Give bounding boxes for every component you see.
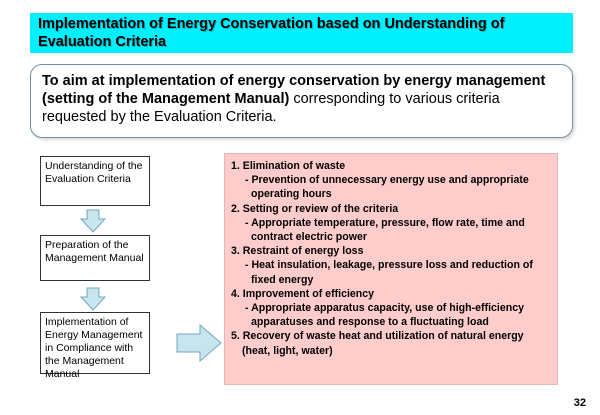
flow-step-preparation xyxy=(40,235,150,281)
flow-step-implementation xyxy=(40,312,150,380)
criteria-item xyxy=(231,329,551,357)
criteria-detail: - Prevention of unnecessary energy use and appropriate operating hours xyxy=(245,174,529,201)
slide-title: Implementation of Energy Conservation based on Understanding of Evaluation Criteria xyxy=(30,13,573,53)
criteria-detail: - Heat insulation, leakage, pressure loss and reduction of fixed energy xyxy=(245,259,533,286)
intro-box xyxy=(30,64,573,138)
criteria-item xyxy=(231,287,551,330)
criteria-heading: 1. Elimination of waste xyxy=(231,160,346,172)
criteria-detail: - Appropriate temperature, pressure, flow rate, time and contract electric power xyxy=(245,216,525,244)
criteria-list xyxy=(224,153,558,385)
criteria-item xyxy=(231,159,551,202)
intro-bold-text: To aim at implementation of energy conservation by energy management (setting of the Management Manual) xyxy=(42,73,546,107)
flow-step-preparation-label: Preparation of the Management Manual xyxy=(45,239,144,264)
down-arrow-icon xyxy=(80,287,106,311)
criteria-detail: - Appropriate apparatus capacity, use of high-efficiency apparatuses and response to a fluctuating load xyxy=(245,302,525,329)
criteria-item xyxy=(231,244,551,287)
criteria-item xyxy=(231,202,551,245)
down-arrow-icon xyxy=(80,209,106,233)
flow-step-understanding-label: Understanding of the Evaluation Criteria xyxy=(45,160,143,185)
criteria-heading: 2. Setting or review of the criteria xyxy=(231,202,399,215)
criteria-heading: 4. Improvement of efficiency xyxy=(231,287,375,300)
criteria-heading: 5. Recovery of waste heat and utilization of natural energy (heat, light, water) xyxy=(231,330,524,357)
intro-normal-text: corresponding to various criteria requested by the Evaluation Criteria. xyxy=(42,91,500,125)
flow-step-implementation-label: Implementation of Energy Management in Compliance with the Management Manual xyxy=(45,316,143,380)
flow-step-understanding xyxy=(40,156,150,206)
right-arrow-icon xyxy=(176,324,222,362)
criteria-heading: 3. Restraint of energy loss xyxy=(231,245,364,258)
page-number: 32 xyxy=(573,397,586,409)
